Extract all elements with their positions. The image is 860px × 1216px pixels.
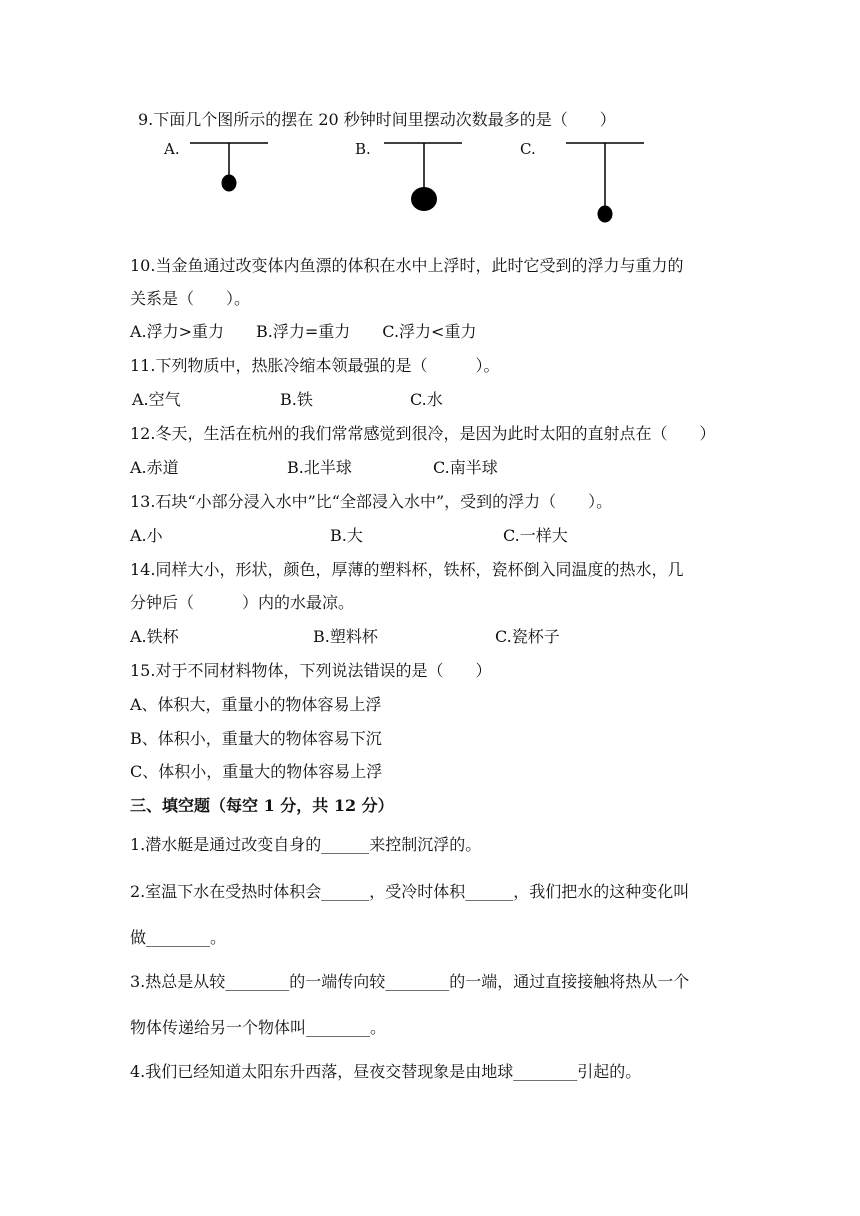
q10-stem-line2: 关系是（ ）。 (130, 289, 251, 308)
fill-question-3-line1: 3.热总是从较________的一端传向较________的一端，通过直接接触将热从一个 (130, 972, 690, 991)
q14-stem-line2: 分钟后（ ）内的水最凉。 (130, 593, 355, 612)
fill-question-2-line1: 2.室温下水在受热时体积会______，受冷时体积______，我们把水的这种变化叫 (130, 882, 690, 901)
q9-pendulum-figures (0, 0, 860, 240)
q10-options: A.浮力>重力 B.浮力=重力 C.浮力<重力 (130, 322, 477, 341)
q9-option-b-label: B. (355, 140, 371, 158)
pendulum-b-figure (384, 143, 462, 211)
q12-option-a: A.赤道 (130, 458, 179, 477)
fill-question-3-line2: 物体传递给另一个物体叫________。 (130, 1018, 387, 1037)
q11-option-c: C.水 (410, 390, 443, 409)
q15-option-b: B、体积小，重量大的物体容易下沉 (130, 729, 382, 748)
section-3-title: 三、填空题（每空 1 分，共 12 分） (130, 796, 394, 815)
q14-option-a: A.铁杯 (130, 627, 179, 646)
q12-stem: 12.冬天，生活在杭州的我们常常感觉到很冷，是因为此时太阳的直射点在（ ） (130, 424, 716, 443)
q11-stem: 11.下列物质中，热胀冷缩本领最强的是（ ）。 (130, 356, 500, 375)
q13-option-a: A.小 (130, 526, 163, 545)
q15-stem: 15.对于不同材料物体，下列说法错误的是（ ） (130, 661, 492, 680)
q14-option-c: C.瓷杯子 (495, 627, 560, 646)
q15-option-c: C、体积小，重量大的物体容易上浮 (130, 762, 383, 781)
fill-question-1: 1.潜水艇是通过改变自身的______来控制沉浮的。 (130, 835, 482, 854)
q10-stem-line1: 10.当金鱼通过改变体内鱼漂的体积在水中上浮时，此时它受到的浮力与重力的 (130, 256, 684, 275)
q12-option-b: B.北半球 (287, 458, 352, 477)
q14-stem-line1: 14.同样大小，形状，颜色，厚薄的塑料杯，铁杯，瓷杯倒入同温度的热水，几 (130, 560, 684, 579)
q13-stem: 13.石块“小部分浸入水中”比“全部浸入水中”，受到的浮力（ ）。 (130, 492, 613, 511)
q13-option-c: C.一样大 (503, 526, 568, 545)
fill-question-4: 4.我们已经知道太阳东升西落，昼夜交替现象是由地球________引起的。 (130, 1062, 642, 1081)
pendulum-c-figure (566, 143, 644, 223)
q11-option-b: B.铁 (280, 390, 313, 409)
q9-stem: 9.下面几个图所示的摆在 20 秒钟时间里摆动次数最多的是（ ） (138, 110, 616, 129)
q13-option-b: B.大 (330, 526, 363, 545)
pendulum-a-figure (190, 143, 268, 192)
q12-option-c: C.南半球 (433, 458, 498, 477)
q15-option-a: A、体积大，重量小的物体容易上浮 (130, 695, 382, 714)
q9-option-a-label: A. (164, 140, 180, 158)
q14-option-b: B.塑料杯 (313, 627, 378, 646)
fill-question-2-line2: 做________。 (130, 928, 227, 947)
q9-option-c-label: C. (520, 140, 536, 158)
q11-option-a: A.空气 (132, 390, 181, 409)
